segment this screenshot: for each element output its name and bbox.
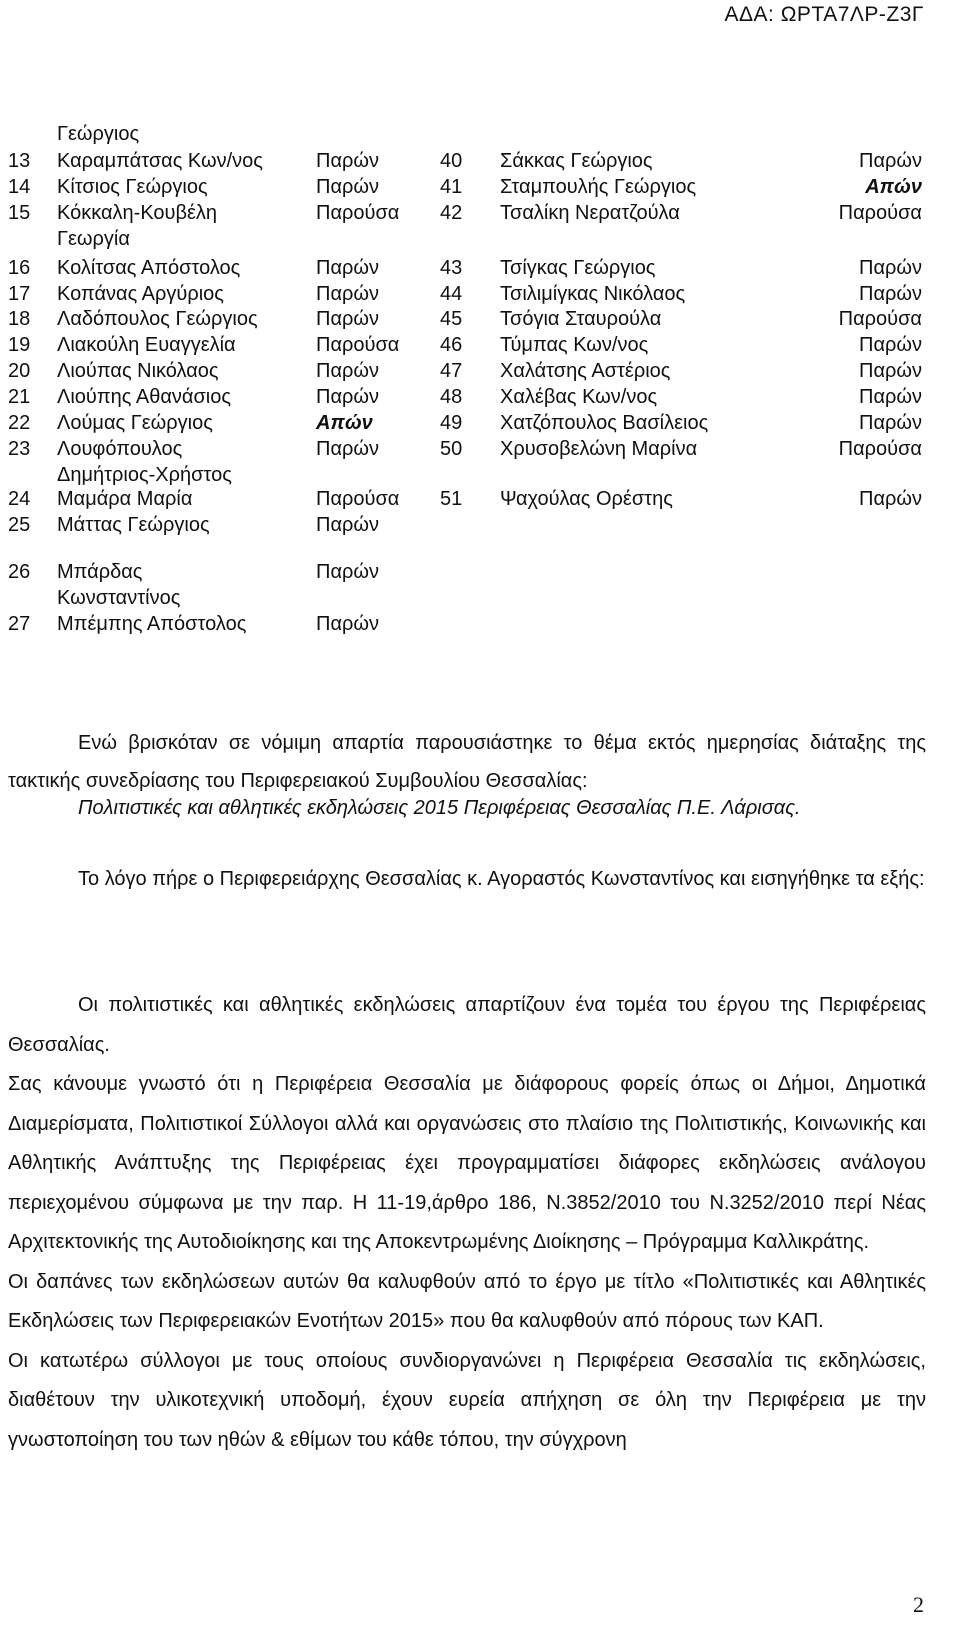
member-name: Κωνσταντίνος <box>57 587 181 609</box>
member-name: Λιακούλη Ευαγγελία <box>57 334 236 356</box>
row-number: 20 <box>8 360 31 382</box>
member-name: Γεωργία <box>57 228 130 250</box>
member-name: Γεώργιος <box>57 123 140 145</box>
row-number: 19 <box>8 334 31 356</box>
row-number: 21 <box>8 386 31 408</box>
row-number: 13 <box>8 150 31 172</box>
row-number: 23 <box>8 438 31 460</box>
member-name: Κόκκαλη-Κουβέλη <box>57 202 218 224</box>
attendance-status: Παρών <box>859 334 922 356</box>
member-name: Τσαλίκη Νερατζούλα <box>500 202 680 224</box>
row-number: 24 <box>8 488 31 510</box>
member-name: Μπάρδας <box>57 561 143 583</box>
row-number: 48 <box>440 386 463 408</box>
member-name: Λιούπας Νικόλαος <box>57 360 219 382</box>
attendance-status: Παρών <box>316 561 379 583</box>
attendance-status: Παρούσα <box>838 438 922 460</box>
row-number: 44 <box>440 283 463 305</box>
attendance-status: Παρών <box>859 150 922 172</box>
row-number: 51 <box>440 488 463 510</box>
report-block <box>8 986 926 1460</box>
member-name: Χαλέβας Κων/νος <box>500 386 658 408</box>
attendance-status: Παρών <box>859 488 922 510</box>
attendance-status: Παρούσα <box>838 202 922 224</box>
attendance-status: Απών <box>316 412 373 434</box>
row-number: 25 <box>8 514 31 536</box>
speaker-block <box>8 860 926 898</box>
member-name: Μπέμπης Απόστολος <box>57 613 247 635</box>
attendance-status: Παρών <box>316 283 379 305</box>
speaker-paragraph: Το λόγο πήρε ο Περιφερειάρχης Θεσσαλίας κ. Αγοραστός Κωνσταντίνος και εισηγήθηκε τα εξής: <box>78 868 925 890</box>
row-number: 42 <box>440 202 463 224</box>
attendance-status: Παρούσα <box>316 202 400 224</box>
row-number: 22 <box>8 412 31 434</box>
row-number: 45 <box>440 308 463 330</box>
attendance-status: Παρών <box>859 257 922 279</box>
attendance-status: Παρών <box>316 257 379 279</box>
attendance-status: Παρών <box>859 386 922 408</box>
member-name: Κίτσιος Γεώργιος <box>57 176 208 198</box>
member-name: Δημήτριος-Χρήστος <box>57 464 232 486</box>
member-name: Μάττας Γεώργιος <box>57 514 210 536</box>
row-number: 26 <box>8 561 31 583</box>
member-name: Λουφόπουλος <box>57 438 183 460</box>
report-paragraph-2: Σας κάνουμε γνωστό ότι η Περιφέρεια Θεσσαλία με διάφορους φορείς όπως οι Δήμοι, Δημοτικά Διαμερίσματα, Πολιτιστικοί Σύλλογοι αλλά και οργανώσεις στο πλαίσιο της Πολιτιστικής, Κοινωνικής και Αθλητικής Ανάπτυξης της Περιφέρειας έχει προγραμματίσει διάφορες εκδηλώσεις ανάλογου περιεχομένου σύμφωνα με την παρ. Η 11-19,άρθρο 186, Ν.3852/2010 του Ν.3252/2010 περί Νέας Αρχιτεκτονικής της Αυτοδιοίκησης και της Αποκεντρωμένης Διοίκησης – Πρόγραμμα Καλλικράτης. <box>8 1073 926 1253</box>
member-name: Μαμάρα Μαρία <box>57 488 193 510</box>
ada-code: ΑΔΑ: ΩΡΤΑ7ΛΡ-Ζ3Γ <box>724 3 924 26</box>
report-paragraph-3: Οι δαπάνες των εκδηλώσεων αυτών θα καλυφθούν από το έργο με τίτλο «Πολιτιστικές και Αθλητικές Εκδηλώσεις των Περιφερειακών Ενοτήτων 2015» που θα καλυφθούν από πόρους των ΚΑΠ. <box>8 1270 926 1332</box>
member-name: Κοπάνας Αργύριος <box>57 283 224 305</box>
attendance-status: Απών <box>865 176 922 198</box>
attendance-status: Παρών <box>316 176 379 198</box>
row-number: 49 <box>440 412 463 434</box>
member-name: Ψαχούλας Ορέστης <box>500 488 673 510</box>
attendance-status: Παρούσα <box>838 308 922 330</box>
attendance-status: Παρών <box>316 360 379 382</box>
row-number: 18 <box>8 308 31 330</box>
member-name: Κολίτσας Απόστολος <box>57 257 241 279</box>
member-name: Σταμπουλής Γεώργιος <box>500 176 697 198</box>
attendance-status: Παρών <box>316 386 379 408</box>
topic-line: Πολιτιστικές και αθλητικές εκδηλώσεις 2015 Περιφέρειας Θεσσαλίας Π.Ε. Λάρισας. <box>78 797 801 819</box>
member-name: Σάκκας Γεώργιος <box>500 150 653 172</box>
member-name: Χαλάτσης Αστέριος <box>500 360 671 382</box>
attendance-status: Παρών <box>859 283 922 305</box>
attendance-status: Παρών <box>316 514 379 536</box>
row-number: 16 <box>8 257 31 279</box>
member-name: Λούμας Γεώργιος <box>57 412 213 434</box>
attendance-status: Παρών <box>859 412 922 434</box>
member-name: Τύμπας Κων/νος <box>500 334 649 356</box>
member-name: Καραμπάτσας Κων/νος <box>57 150 263 172</box>
attendance-status: Παρών <box>859 360 922 382</box>
member-name: Τσόγια Σταυρούλα <box>500 308 662 330</box>
attendance-status: Παρών <box>316 308 379 330</box>
attendance-status: Παρών <box>316 150 379 172</box>
report-paragraph-1: Οι πολιτιστικές και αθλητικές εκδηλώσεις απαρτίζουν ένα τομέα του έργου της Περιφέρειας Θεσσαλίας. <box>8 994 926 1056</box>
attendance-status: Παρούσα <box>316 334 400 356</box>
row-number: 41 <box>440 176 463 198</box>
row-number: 43 <box>440 257 463 279</box>
row-number: 40 <box>440 150 463 172</box>
intro-paragraph: Ενώ βρισκόταν σε νόμιμη απαρτία παρουσιάστηκε το θέμα εκτός ημερησίας διάταξης της τακτικής συνεδρίασης του Περιφερειακού Συμβουλίου Θεσσαλίας: <box>8 732 926 792</box>
page-number: 2 <box>913 1592 924 1617</box>
attendance-status: Παρούσα <box>316 488 400 510</box>
attendance-status: Παρών <box>316 613 379 635</box>
member-name: Χατζόπουλος Βασίλειος <box>500 412 709 434</box>
report-paragraph-4: Οι κατωτέρω σύλλογοι με τους οποίους συνδιοργανώνει η Περιφέρεια Θεσσαλία τις εκδηλώσεις, διαθέτουν την υλικοτεχνική υποδομή, έχουν ευρεία απήχηση σε όλη την Περιφέρεια με την γνωστοποίηση του των ηθών & εθίμων του κάθε τόπου, την σύγχρονη <box>8 1349 926 1451</box>
row-number: 47 <box>440 360 463 382</box>
row-number: 14 <box>8 176 31 198</box>
row-number: 15 <box>8 202 31 224</box>
attendance-status: Παρών <box>316 438 379 460</box>
topic-block <box>8 788 926 828</box>
member-name: Λαδόπουλος Γεώργιος <box>57 308 258 330</box>
row-number: 50 <box>440 438 463 460</box>
member-name: Τσίγκας Γεώργιος <box>500 257 656 279</box>
member-name: Λιούπης Αθανάσιος <box>57 386 232 408</box>
member-name: Χρυσοβελώνη Μαρίνα <box>500 438 698 460</box>
row-number: 27 <box>8 613 31 635</box>
member-name: Τσιλιμίγκας Νικόλαος <box>500 283 686 305</box>
row-number: 46 <box>440 334 463 356</box>
row-number: 17 <box>8 283 31 305</box>
